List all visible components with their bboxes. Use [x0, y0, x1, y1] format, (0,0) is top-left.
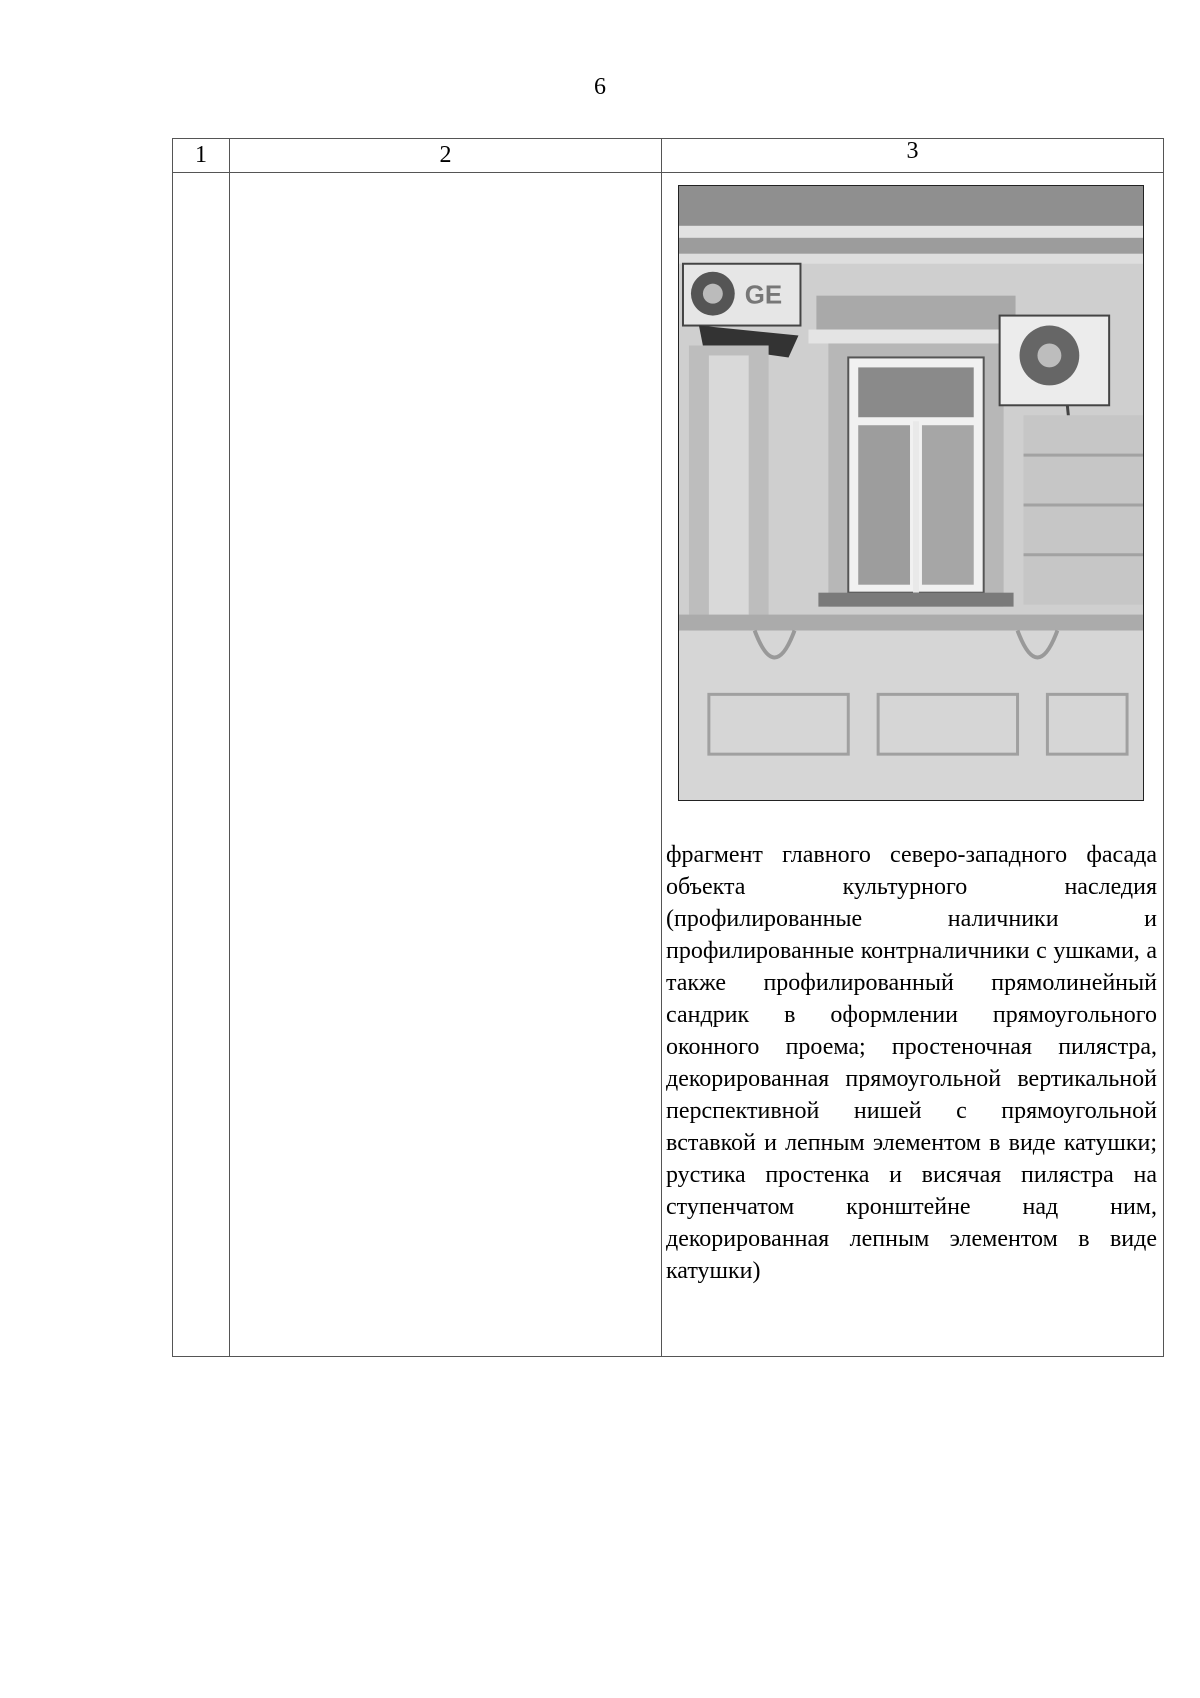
ac-brand-label: GE — [744, 281, 783, 310]
header-cell-1: 1 — [173, 139, 230, 173]
header-cell-3: 3 — [662, 139, 1164, 173]
table-row — [173, 173, 1164, 1357]
facade-photo — [678, 185, 1144, 801]
photo-caption: фрагмент главного северо-западного фасада объекта культурного наследия (профилированные наличники и профилированные контрналичники с ушками, а также профилированный прямолинейный сандрик в оформлении прямоугольного оконного проема; простеночная пилястра, декорированная прямоугольной вертикальной перспективной нишей с прямоугольной вставкой и лепным элементом в виде катушки; рустика простенка и висячая пилястра на ступенчатом кронштейне над ним, декорированная лепным элементом в виде катушки) — [666, 842, 1157, 1284]
cell-col2 — [230, 173, 662, 1357]
table-header-row — [173, 139, 1164, 173]
cell-col1 — [173, 173, 230, 1357]
cell-col3 — [662, 173, 1164, 1357]
header-cell-2: 2 — [230, 139, 662, 173]
page-number: 6 — [594, 74, 606, 100]
heritage-table — [172, 138, 1164, 1357]
